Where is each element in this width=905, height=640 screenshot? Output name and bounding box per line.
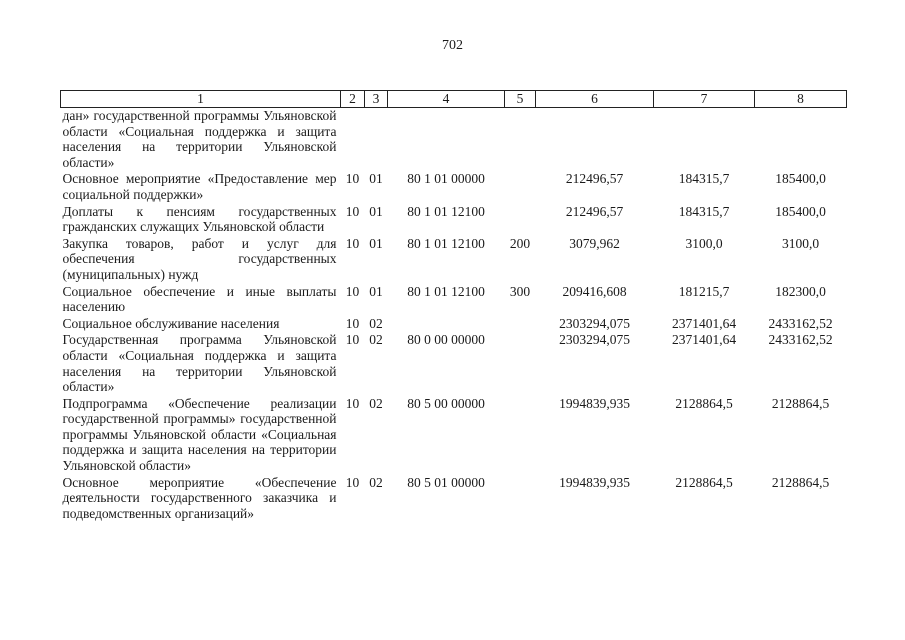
expense-type-cell (505, 316, 536, 333)
amount-year-1-cell: 3079,962 (569, 235, 620, 251)
subsection-cell: 02 (369, 315, 383, 331)
column-header-3: 3 (365, 91, 388, 108)
table-row (61, 108, 847, 172)
amount-year-3-cell: 2128864,5 (771, 395, 830, 411)
amount-year-2-cell: 184315,7 (678, 171, 730, 187)
section-cell: 10 (345, 332, 360, 348)
section-cell: 10 (345, 395, 360, 411)
section-cell: 10 (345, 283, 360, 299)
amount-year-3-cell (755, 108, 847, 172)
subsection-cell: 01 (369, 283, 383, 299)
table-body (61, 108, 847, 523)
section-cell: 10 (345, 474, 360, 490)
row-name-cell: Социальное обеспечение и иные выплаты населению (62, 283, 337, 315)
amount-year-2-cell: 184315,7 (678, 203, 730, 219)
table-row (61, 284, 847, 316)
column-header-8: 8 (755, 91, 847, 108)
amount-year-3-cell: 2433162,52 (768, 332, 833, 348)
section-cell: 10 (345, 315, 360, 331)
row-name-cell: Государственная программа Ульяновской области «Социальная поддержка и защита населения на территории Ульяновской области» (62, 332, 337, 395)
target-article-cell (388, 316, 505, 333)
row-name-cell: Закупка товаров, работ и услуг для обеспечения государственных (муниципальных) нужд (62, 235, 337, 282)
row-name-cell: дан» государственной программы Ульяновской области «Социальная поддержка и защита населения на территории Ульяновской области» (62, 108, 337, 170)
expense-type-cell (505, 475, 536, 523)
target-article-cell: 80 1 01 12100 (407, 283, 485, 299)
section-cell: 10 (345, 235, 360, 251)
amount-year-1-cell: 2303294,075 (559, 315, 630, 331)
expense-type-cell (505, 171, 536, 203)
amount-year-2-cell: 2371401,64 (671, 332, 737, 348)
section-cell: 10 (345, 203, 360, 219)
table-row (61, 332, 847, 395)
subsection-cell: 01 (369, 203, 383, 219)
amount-year-3-cell: 185400,0 (775, 203, 826, 219)
expense-type-cell: 200 (509, 235, 531, 251)
amount-year-3-cell: 182300,0 (775, 283, 826, 299)
amount-year-2-cell: 2128864,5 (675, 474, 733, 490)
amount-year-3-cell: 3100,0 (781, 235, 820, 251)
row-name-cell: Подпрограмма «Обеспечение реализации государственной программы» государственной программы Ульяновской области «Социальная поддержка и защита населения на территории Ульяновской области» (62, 395, 337, 474)
target-article-cell: 80 1 01 12100 (407, 235, 485, 251)
subsection-cell: 01 (369, 235, 383, 251)
target-article-cell (388, 108, 505, 172)
budget-table (60, 90, 847, 522)
expense-type-cell: 300 (509, 283, 531, 299)
target-article-cell: 80 5 01 00000 (407, 474, 485, 490)
expense-type-cell (505, 204, 536, 236)
table-row (61, 316, 847, 333)
page-number: 702 (442, 38, 463, 53)
table-row (61, 236, 847, 284)
target-article-cell: 80 1 01 00000 (407, 171, 485, 187)
expense-type-cell (505, 108, 536, 172)
table-row (61, 396, 847, 475)
amount-year-3-cell: 2433162,52 (768, 315, 833, 331)
section-cell (341, 108, 365, 172)
amount-year-2-cell: 2371401,64 (671, 315, 737, 331)
row-name-cell: Доплаты к пенсиям государственных гражданских служащих Ульяновской области (62, 203, 337, 235)
amount-year-1-cell: 212496,57 (565, 203, 624, 219)
amount-year-1-cell: 2303294,075 (559, 332, 630, 348)
table-row (61, 171, 847, 203)
column-header-5: 5 (505, 91, 536, 108)
amount-year-2-cell: 181215,7 (678, 283, 730, 299)
column-header-1: 1 (61, 91, 341, 108)
column-header-row (61, 91, 847, 108)
column-header-2: 2 (341, 91, 365, 108)
amount-year-3-cell: 185400,0 (775, 171, 826, 187)
amount-year-1-cell: 1994839,935 (559, 395, 630, 411)
subsection-cell: 02 (369, 395, 383, 411)
table-row (61, 475, 847, 523)
row-name-cell: Социальное обслуживание населения (62, 315, 280, 331)
column-header-7: 7 (654, 91, 755, 108)
amount-year-2-cell (654, 108, 755, 172)
amount-year-2-cell: 2128864,5 (675, 395, 733, 411)
table-row (61, 204, 847, 236)
row-name-cell: Основное мероприятие «Обеспечение деятельности государственного заказчика и подведомственных организаций» (62, 474, 337, 521)
subsection-cell: 01 (369, 171, 383, 187)
amount-year-1-cell: 212496,57 (565, 171, 624, 187)
expense-type-cell (505, 332, 536, 395)
subsection-cell: 02 (369, 474, 383, 490)
row-name-cell: Основное мероприятие «Предоставление мер социальной поддержки» (62, 171, 337, 202)
target-article-cell: 80 5 00 00000 (407, 395, 485, 411)
subsection-cell: 02 (369, 332, 383, 348)
amount-year-1-cell: 1994839,935 (559, 474, 630, 490)
subsection-cell (365, 108, 388, 172)
column-header-4: 4 (388, 91, 505, 108)
amount-year-3-cell: 2128864,5 (771, 474, 830, 490)
expense-type-cell (505, 396, 536, 475)
target-article-cell: 80 1 01 12100 (407, 203, 485, 219)
amount-year-1-cell: 209416,608 (562, 283, 627, 299)
amount-year-2-cell: 3100,0 (685, 235, 723, 251)
column-header-6: 6 (536, 91, 654, 108)
amount-year-1-cell (536, 108, 654, 172)
target-article-cell: 80 0 00 00000 (407, 332, 485, 348)
section-cell: 10 (345, 171, 360, 187)
